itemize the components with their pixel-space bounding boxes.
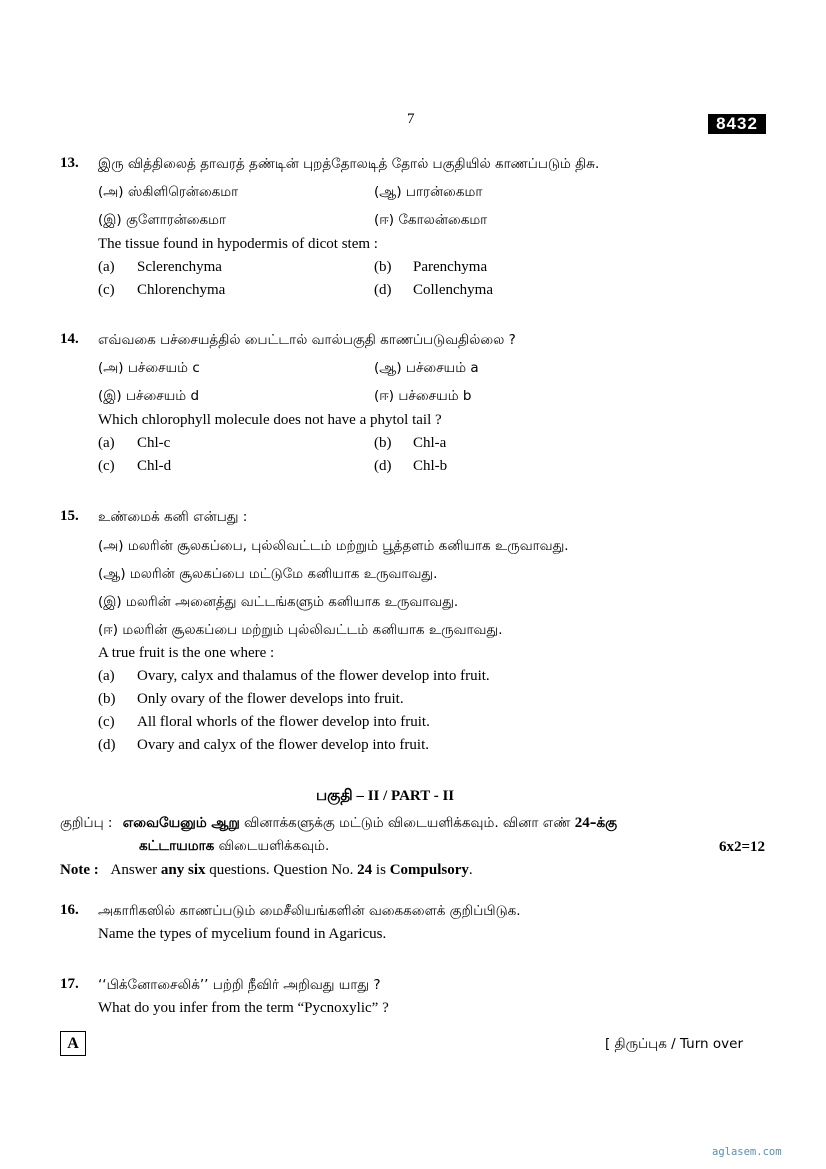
q15-option-a-text: Ovary, calyx and thalamus of the flower develop into fruit. <box>137 668 490 684</box>
q17-english-text: What do you infer from the term “Pycnoxylic” ? <box>98 1000 389 1016</box>
note-english-label: Note : <box>60 862 99 878</box>
q13-option-a-text: Sclerenchyma <box>137 259 222 275</box>
note-tamil-question-number: 24 <box>574 815 590 831</box>
q15-option-b-text: Only ovary of the flower develops into fruit. <box>137 691 404 707</box>
q15-tamil-option-a: (அ) மலரின் சூலகப்பை, புல்லிவட்டம் மற்றும் பூத்தளம் கனியாக உருவாவது. <box>98 538 569 554</box>
q15-tamil-option-c: (இ) மலரின் அனைத்து வட்டங்களும் கனியாக உருவாவது. <box>98 594 459 610</box>
q14-option-c-text: Chl-d <box>137 458 172 474</box>
question-number-17: 17. <box>60 976 79 992</box>
q14-option-b-text: Chl-a <box>413 435 447 451</box>
q13-tamil-option-d: (ஈ) கோலன்கைமா <box>374 212 488 228</box>
q13-option-b-text: Parenchyma <box>413 259 488 275</box>
q15-tamil-text: உண்மைக் கனி என்பது : <box>98 509 248 525</box>
q14-tamil-text: எவ்வகை பச்சையத்தில் பைட்டால் வால்பகுதி காணப்படுவதில்லை ? <box>98 332 516 348</box>
note-tamil-line-1 <box>60 815 617 833</box>
q14-tamil-option-d: (ஈ) பச்சையம் b <box>374 388 472 404</box>
note-tamil-bold: எவையேனும் ஆறு <box>122 815 240 831</box>
question-number-13: 13. <box>60 155 79 171</box>
paper-code: 8432 <box>708 114 766 134</box>
note-english-compulsory: Compulsory <box>389 862 469 878</box>
note-tamil-answer: விடையளிக்கவும். <box>218 838 330 854</box>
q14-option-a-label: (a) <box>98 435 115 451</box>
q15-tamil-option-b: (ஆ) மலரின் சூலகப்பை மட்டுமே கனியாக உருவாவது. <box>98 566 438 582</box>
q14-option-d-text: Chl-b <box>413 458 448 474</box>
q13-tamil-option-a: (அ) ஸ்கிளிரென்கைமா <box>98 184 239 200</box>
q14-tamil-option-a: (அ) பச்சையம் c <box>98 360 200 376</box>
q13-option-b-label: (b) <box>374 259 392 275</box>
q15-option-d-label: (d) <box>98 737 116 753</box>
q14-option-c-label: (c) <box>98 458 115 474</box>
note-tamil-compulsory: கட்டாயமாக <box>139 838 215 854</box>
note-tamil-label: குறிப்பு : <box>60 815 113 831</box>
q13-tamil-option-b: (ஆ) பாரன்கைமா <box>374 184 483 200</box>
q13-option-a-label: (a) <box>98 259 115 275</box>
q14-option-a-text: Chl-c <box>137 435 171 451</box>
q14-option-b-label: (b) <box>374 435 392 451</box>
note-english-text-1: Answer <box>110 862 158 878</box>
question-number-14: 14. <box>60 331 79 347</box>
q14-english-text: Which chlorophyll molecule does not have a phytol tail ? <box>98 412 442 428</box>
q15-tamil-option-d: (ஈ) மலரின் சூலகப்பை மற்றும் புல்லிவட்டம் கனியாக உருவாவது. <box>98 622 503 638</box>
q16-tamil-text: அகாரிகஸில் காணப்படும் மைசீலியங்களின் வகைகளைக் குறிப்பிடுக. <box>98 903 521 919</box>
q15-option-b-label: (b) <box>98 691 116 707</box>
q14-option-d-label: (d) <box>374 458 392 474</box>
q13-tamil-option-c: (இ) குளோரன்கைமா <box>98 212 227 228</box>
q13-option-c-text: Chlorenchyma <box>137 282 226 298</box>
note-english-any-six: any six <box>160 862 206 878</box>
q13-tamil-text: இரு வித்திலைத் தாவரத் தண்டின் புறத்தோலடித் தோல் பகுதியில் காணப்படும் திசு. <box>98 156 600 172</box>
marks-allocation: 6x2=12 <box>719 839 766 855</box>
site-watermark[interactable]: aglasem.com <box>712 1146 782 1158</box>
note-tamil-rest: வினாக்களுக்கு மட்டும் விடையளிக்கவும். வினா எண் <box>244 815 571 831</box>
note-english <box>60 862 473 879</box>
q13-option-c-label: (c) <box>98 282 115 298</box>
q13-option-d-label: (d) <box>374 282 392 298</box>
q13-english-text: The tissue found in hypodermis of dicot stem : <box>98 236 378 252</box>
page-number: 7 <box>407 111 415 127</box>
q13-option-d-text: Collenchyma <box>413 282 493 298</box>
note-tamil-suffix: –க்கு <box>589 815 618 831</box>
note-english-text-2: questions. Question No. <box>209 862 354 878</box>
booklet-type-box: A <box>60 1031 86 1056</box>
q15-option-d-text: Ovary and calyx of the flower develop into fruit. <box>137 737 429 753</box>
q14-tamil-option-b: (ஆ) பச்சையம் a <box>374 360 479 376</box>
note-english-text-3: is <box>375 862 386 878</box>
note-english-question-number: 24 <box>357 862 373 878</box>
q15-english-text: A true fruit is the one where : <box>98 645 275 661</box>
q15-option-a-label: (a) <box>98 668 115 684</box>
q15-option-c-label: (c) <box>98 714 115 730</box>
q16-english-text: Name the types of mycelium found in Agaricus. <box>98 926 387 942</box>
q15-option-c-text: All floral whorls of the flower develop into fruit. <box>137 714 430 730</box>
question-number-15: 15. <box>60 508 79 524</box>
question-number-16: 16. <box>60 902 79 918</box>
part-two-heading: பகுதி – II / PART - II <box>316 788 455 804</box>
note-english-period: . <box>468 862 473 878</box>
q14-tamil-option-c: (இ) பச்சையம் d <box>98 388 200 404</box>
turn-over-label: [ திருப்புக / Turn over <box>605 1036 744 1052</box>
note-tamil-line-2 <box>139 838 329 856</box>
turn-over-text <box>605 1036 743 1054</box>
q17-tamil-text: ‘‘பிக்னோசைலிக்’’ பற்றி நீவிர் அறிவது யாது ? <box>98 977 381 993</box>
